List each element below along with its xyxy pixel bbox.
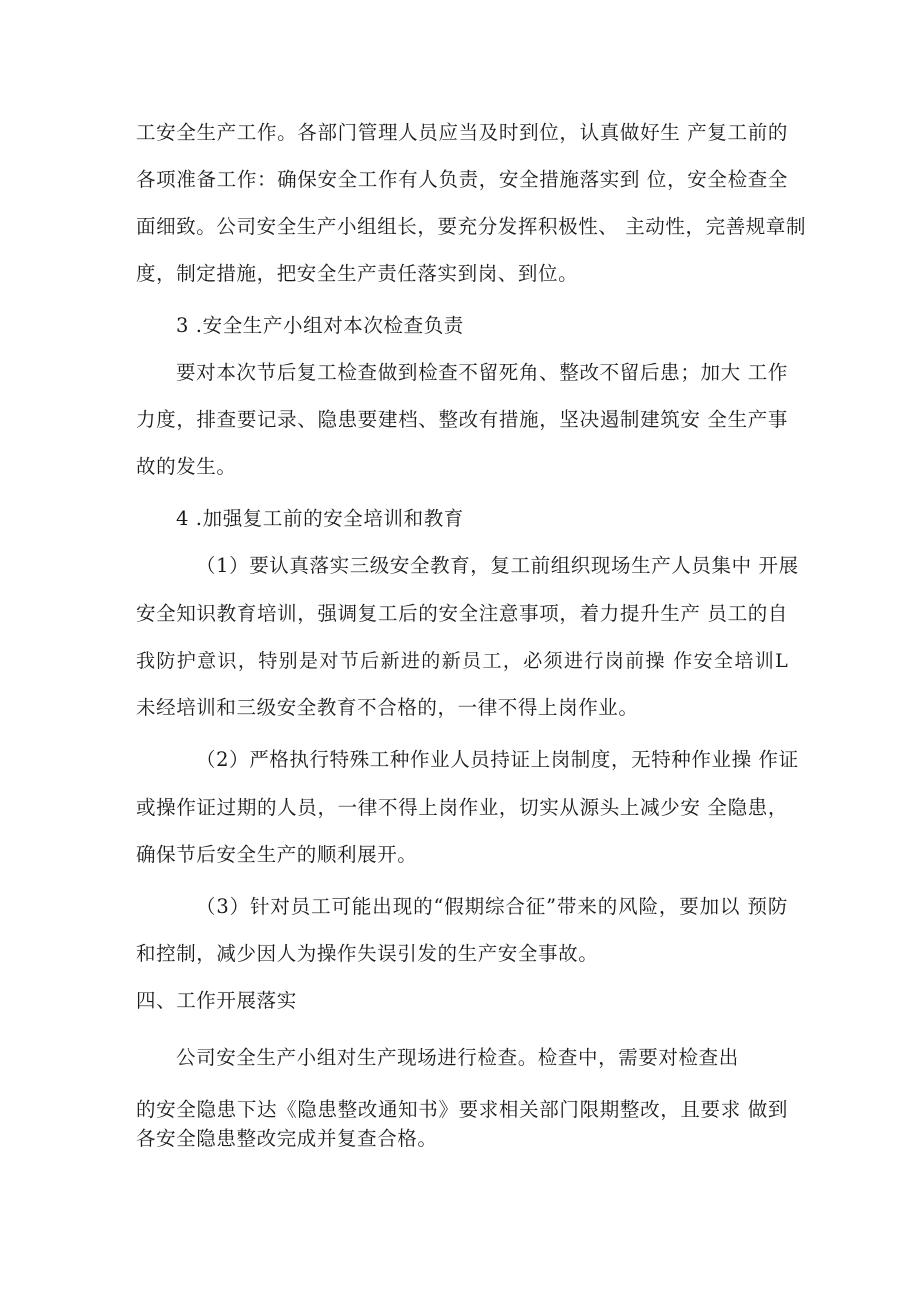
paragraph-line: 面细致。公司安全生产小组组长，要充分发挥积极性、 主动性，完善规章制 xyxy=(136,215,807,238)
paragraph-line: 故的发生。 xyxy=(136,455,237,478)
paragraph-line: 我防护意识，特别是对节后新进的新员工，必须进行岗前操 作安全培训L xyxy=(136,650,788,672)
paragraph-line: （1）要认真落实三级安全教育，复工前组织现场生产人员集中 开展 xyxy=(196,554,799,577)
paragraph-line: 未经培训和三级安全教育不合格的，一律不得上岗作业。 xyxy=(136,696,639,719)
paragraph-line: （2）严格执行特殊工种作业人员持证上岗制度，无特种作业操 作证 xyxy=(196,748,799,771)
paragraph-line: 力度，排查要记录、隐患要建档、整改有措施，坚决遏制建筑安 全生产事 xyxy=(136,408,788,431)
paragraph-line: （3）针对员工可能出现的“假期综合征”带来的风险，要加以 预防 xyxy=(196,895,788,918)
paragraph-line: 各安全隐患整改完成并复查合格。 xyxy=(136,1127,438,1150)
section-heading: 3 .安全生产小组对本次检查负责 xyxy=(176,314,464,337)
paragraph-line: 和控制，减少因人为操作失误引发的生产安全事故。 xyxy=(136,942,599,965)
paragraph-line: 公司安全生产小组对生产现场进行检查。检查中，需要对检查出 xyxy=(176,1046,739,1069)
paragraph-line: 工安全生产工作。各部门管理人员应当及时到位，认真做好生 产复工前的 xyxy=(136,121,788,144)
paragraph-line: 或操作证过期的人员，一律不得上岗作业，切实从源头上减少安 全隐患， xyxy=(136,796,788,819)
paragraph-line: 安全知识教育培训，强调复工后的安全注意事项，着力提升生产 员工的自 xyxy=(136,602,788,625)
section-heading: 4 .加强复工前的安全培训和教育 xyxy=(176,507,464,530)
paragraph-line: 确保节后安全生产的顺利展开。 xyxy=(136,843,418,866)
paragraph-line: 各项准备工作：确保安全工作有人负责，安全措施落实到 位，安全检查全 xyxy=(136,168,788,191)
paragraph-line: 的安全隐患下达《隐患整改通知书》要求相关部门限期整改，且要求 做到 xyxy=(136,1098,788,1121)
paragraph-line: 要对本次节后复工检查做到检查不留死角、整改不留后患；加大 工作 xyxy=(176,361,788,384)
section-heading: 四、工作开展落实 xyxy=(136,989,297,1012)
paragraph-line: 度，制定措施，把安全生产责任落实到岗、到位。 xyxy=(136,262,579,285)
